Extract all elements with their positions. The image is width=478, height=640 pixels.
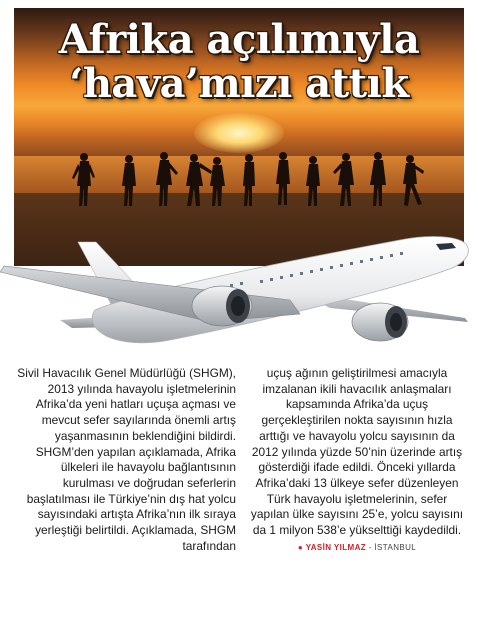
airliner-icon xyxy=(0,222,478,362)
headline-line-2: ‘hava’mızı attık xyxy=(69,60,409,107)
byline-bullet-icon: ● xyxy=(297,542,304,552)
headline xyxy=(0,18,478,106)
article-left-column xyxy=(14,366,236,554)
byline-city: İSTANBUL xyxy=(374,542,417,552)
byline xyxy=(298,543,416,552)
byline-author: YASİN YILMAZ xyxy=(305,542,367,552)
headline-line-1: Afrika açılımıyla xyxy=(58,16,420,63)
sun xyxy=(194,113,284,153)
byline-separator: - xyxy=(368,542,372,552)
article-right-column xyxy=(250,366,464,555)
article-text-right-body: uçuş ağının geliştirilmesi amacıyla imzalanan ikili havacılık anlaşmaları kapsamında Afrika’da uçuş gerçekleştirilen nokta sayısının hızla arttığı ve havayolu yolcu sayısının da 2012 yılında yüzde 50’nin üzerinde artış gösterdiği ifade edildi. Önceki yıllarda Afrika’daki 13 ülkeye sefer düzenleyen Türk havayolu işletmelerinin, sefer yapılan ülke sayısını 25’e, yolcu sayısını da 1 milyon 538’e yükselttiği kaydedildi. xyxy=(250,366,464,538)
article-text-right xyxy=(250,366,464,555)
people-silhouettes-icon xyxy=(14,148,464,218)
article-text-left: Sivil Havacılık Genel Müdürlüğü (SHGM), 2013 yılında havayolu işletmelerinin Afrika’da yeni hatları uçuşa açması ve mevcut sefer sayılarında önemli artış yaşanmasının beklendiğini bildirdi. SHGM’den yapılan açıklamada, Afrika ülkeleri ile havayolu bağlantısının kurulması ve doğrudan seferlerin başlatılması ile Türkiye’nin dış hat yolcu sayısındaki artışta Afrika’nın ilk sıraya yerleştiği belirtildi. Açıklamada, SHGM tarafından xyxy=(17,366,236,553)
